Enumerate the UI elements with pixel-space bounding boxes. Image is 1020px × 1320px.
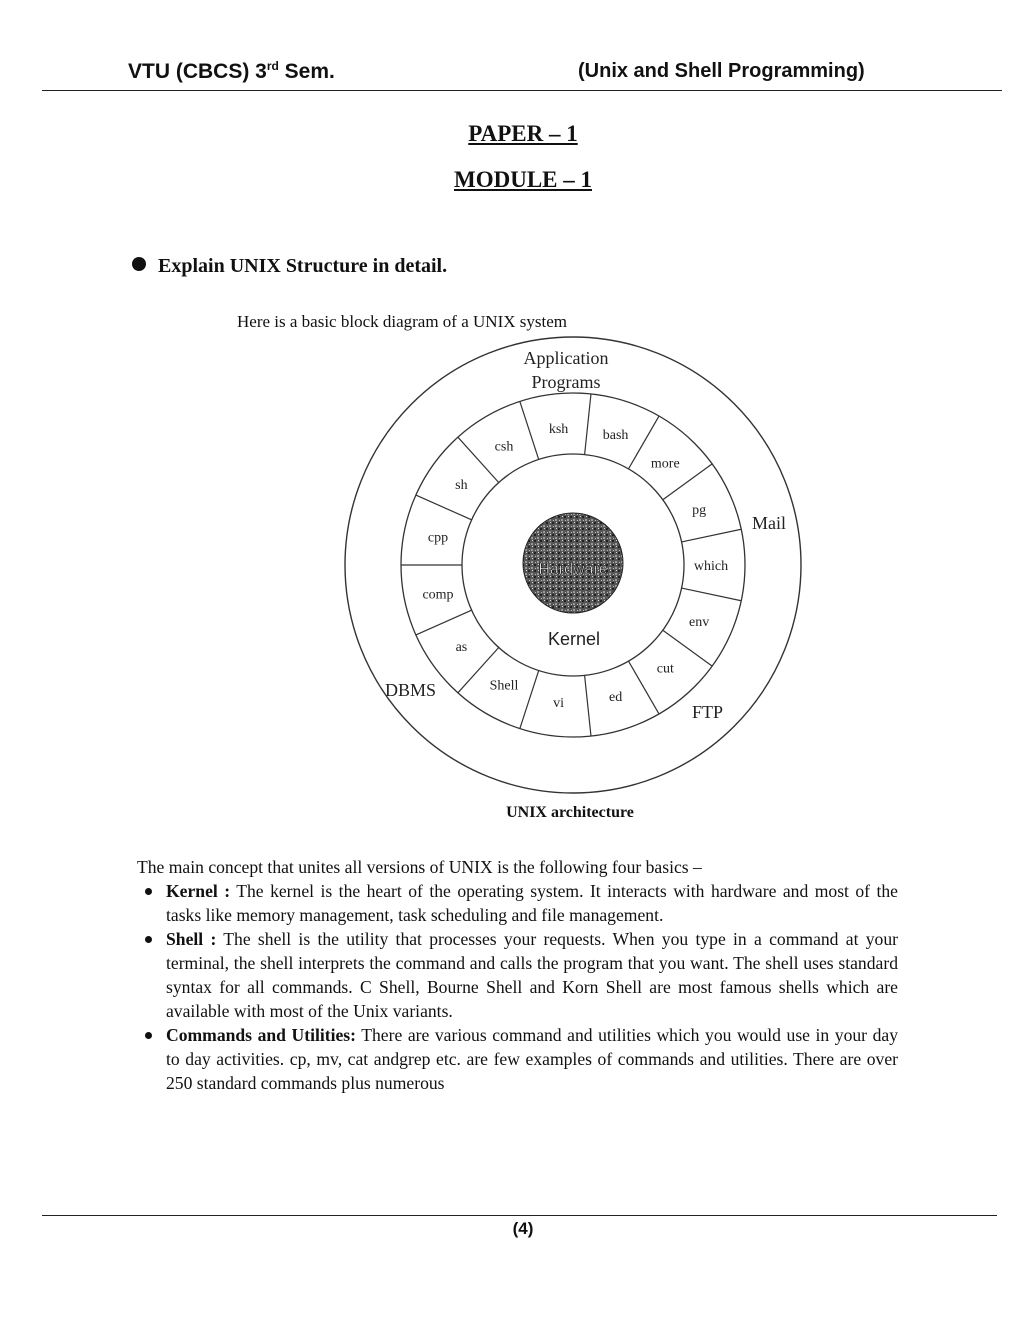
command-label-shell: Shell (489, 678, 519, 694)
command-divider (416, 495, 472, 520)
page-number: (4) (512, 1219, 534, 1238)
paper-title: PAPER – 1 (468, 121, 578, 146)
command-label-which: which (693, 559, 729, 574)
module-title: MODULE – 1 (454, 167, 592, 192)
diagram-caption: UNIX architecture (506, 804, 634, 821)
command-label-more: more (650, 456, 680, 472)
concept-list (140, 879, 898, 1095)
diagram-intro: Here is a basic block diagram of a UNIX system (237, 312, 567, 331)
command-divider (520, 671, 539, 729)
command-label-env: env (688, 615, 710, 631)
shell-description: The shell is the utility that processes your requests. When you type in a command at your terminal, the shell interprets the command and calls the program that you want. The shell uses standard syntax for all commands. C Shell, Bourne Shell and Korn Shell are most famous shells which are available with most of the Unix variants. (166, 929, 899, 1021)
hardware-label: Hardware (538, 561, 608, 578)
header-course: VTU (CBCS) 3rd Sem. (128, 59, 335, 83)
bullet-dot (145, 936, 152, 943)
application-label: Application (523, 348, 609, 368)
command-divider (585, 394, 591, 455)
commands-description: There are various command and utilities which you would use in your day to day activities. cp, mv, cat andgrep etc. are few examples of commands and utilities. There are over 250 standard commands plus numerous (166, 1025, 898, 1093)
command-label-comp: comp (422, 587, 454, 603)
command-label-vi: vi (553, 696, 565, 712)
term-shell: Shell : (166, 929, 217, 949)
body-intro: The main concept that unites all versions of UNIX is the following four basics – (137, 857, 702, 877)
command-divider (682, 529, 742, 542)
command-label-ed: ed (608, 690, 623, 706)
question-heading: Explain UNIX Structure in detail. (132, 255, 447, 278)
programs-label: Programs (531, 372, 601, 392)
command-label-as: as (455, 640, 468, 656)
command-label-cpp: cpp (427, 530, 449, 546)
command-divider (458, 437, 499, 482)
command-divider (416, 610, 472, 635)
command-divider (520, 401, 539, 459)
command-divider (682, 588, 742, 601)
bullet-dot (145, 888, 152, 895)
command-divider (629, 661, 660, 714)
ftp-label: FTP (692, 702, 724, 722)
mail-label: Mail (752, 513, 786, 533)
command-label-ksh: ksh (548, 421, 569, 437)
term-kernel: Kernel : (166, 881, 231, 901)
dbms-label: DBMS (385, 680, 437, 700)
list-item (140, 879, 898, 927)
header-subject: (Unix and Shell Programming) (578, 60, 865, 82)
list-item (140, 927, 898, 1023)
command-label-bash: bash (602, 427, 629, 443)
kernel-label: Kernel (547, 629, 601, 649)
term-commands: Commands and Utilities: (166, 1025, 357, 1045)
list-item (140, 1023, 898, 1095)
command-label-sh: sh (455, 477, 468, 493)
command-label-csh: csh (494, 439, 514, 455)
command-divider (585, 675, 591, 736)
kernel-description: The kernel is the heart of the operating system. It interacts with hardware and most of the tasks like memory management, task scheduling and file management. (166, 881, 898, 925)
command-label-cut: cut (656, 661, 674, 677)
footer-rule (42, 1215, 997, 1216)
command-label-pg: pg (692, 502, 707, 518)
bullet-dot (145, 1032, 152, 1039)
